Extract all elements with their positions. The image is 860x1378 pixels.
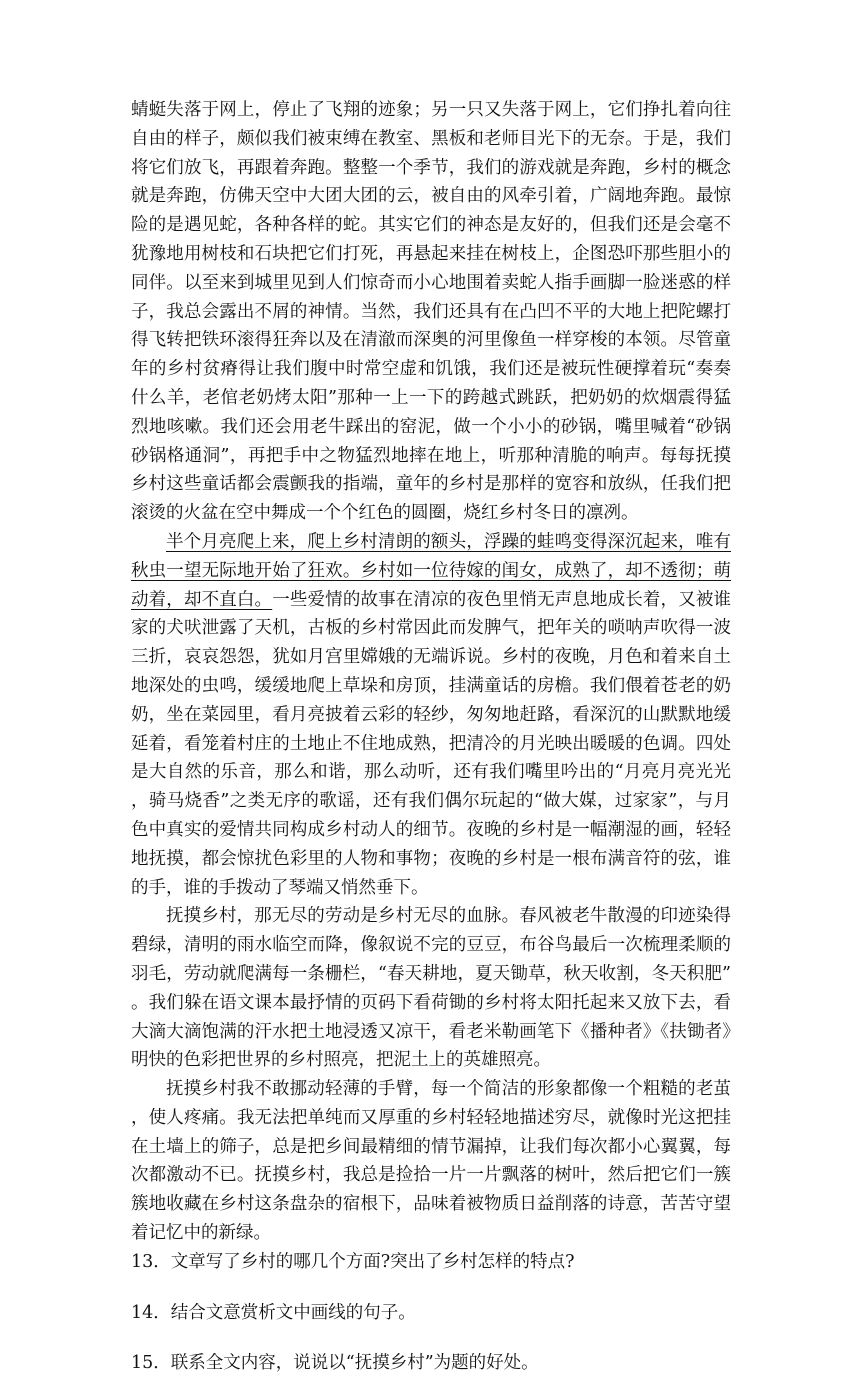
paragraph-village-labor: 抚摸乡村，那无尽的劳动是乡村无尽的血脉。春风被老牛散漫的印迹染得碧绿，清明的雨水临空而降，像叙说不完的豆豆，布谷鸟最后一次梳理柔顺的羽毛，劳动就爬满每一条栅栏，“春天耕地，夏天锄草，秋天收割，冬天积肥”。我们躲在语文课本最抒情的页码下看荷锄的乡村将太阳托起来又放下去，看大滴大滴饱满的汗水把土地浸透又凉干，看老米勒画笔下《播种者》《扶锄者》明快的色彩把世界的乡村照亮，把泥土上的英雄照亮。 [131, 906, 731, 1071]
question-13: 13．文章写了乡村的哪几个方面?突出了乡村怎样的特点? [131, 1251, 575, 1272]
paragraph-village-night [131, 528, 731, 902]
question-15: 15．联系全文内容，说说以“抚摸乡村”为题的好处。 [131, 1353, 539, 1374]
question-14: 14．结合文意赏析文中画线的句子。 [131, 1302, 416, 1323]
underlined-sentence: 半个月亮爬上来，爬上乡村清朗的额头，浮躁的蛙鸣变得深沉起来，唯有秋虫一望无际地开始了狂欢。乡村如一位待嫁的闺女，成熟了，却不透彻；萌动着，却不直白。 [131, 531, 731, 610]
paragraph-childhood-games: 蜻蜓失落于网上，停止了飞翔的迹象；另一只又失落于网上，它们挣扎着向往自由的样子，颇似我们被束缚在教室、黑板和老师目光下的无奈。于是，我们将它们放飞，再跟着奔跑。整整一个季节，我们的游戏就是奔跑，乡村的概念就是奔跑，仿佛天空中大团大团的云，被自由的风牵引着，广阔地奔跑。最惊险的是遇见蛇，各种各样的蛇。其实它们的神态是友好的，但我们还是会毫不犹豫地用树枝和石块把它们打死，再悬起来挂在树枝上，企图恐吓那些胆小的同伴。以至来到城里见到人们惊奇而小心地围着卖蛇人指手画脚一脸迷惑的样子，我总会露出不屑的神情。当然，我们还具有在凸凹不平的大地上把陀螺打得飞转把铁环滚得狂奔以及在清澈而深奥的河里像鱼一样穿梭的本领。尽管童年的乡村贫瘠得让我们腹中时常空虚和饥饿，我们还是被玩性硬撑着玩“奏奏什么羊，老倌老奶烤太阳”那种一上一下的跨越式跳跃，把奶奶的炊烟震得猛烈地咳嗽。我们还会用老牛踩出的窑泥，做一个小小的砂锅，嘴里喊着“砂锅砂锅格通洞”，再把手中之物猛烈地摔在地上，听那种清脆的响声。每每抚摸乡村这些童话都会震颤我的指端，童年的乡村是那样的宽容和放纵，任我们把滚烫的火盆在空中舞成一个个红色的圆圈，烧红乡村冬日的凛冽。 [131, 100, 731, 524]
paragraph-village-night-text: 一些爱情的故事在清凉的夜色里悄无声息地成长着，又被谁家的犬吠泄露了天机，古板的乡村常因此而发脾气，把年关的唢呐声吹得一波三折，哀哀怨怨，犹如月宫里嫦娥的无端诉说。乡村的夜晚，月色和着来自土地深处的虫鸣，缓缓地爬上草垛和房顶，挂满童话的房檐。我们偎着苍老的奶奶，坐在菜园里，看月亮披着云彩的轻纱，匆匆地赶路，看深沉的山默默地缓延着，看笼着村庄的土地止不住地成熟，把清冷的月光映出暖暖的色调。四处是大自然的乐音，那么和谐，那么动听，还有我们嘴里吟出的“月亮月亮光光，骑马烧香”之类无序的歌谣，还有我们偶尔玩起的“做大媒，过家家”，与月色中真实的爱情共同构成乡村动人的细节。夜晚的乡村是一幅潮湿的画，轻轻地抚摸，都会惊扰色彩里的人物和事物；夜晚的乡村是一根布满音符的弦，谁的手，谁的手拨动了琴端又悄然垂下。 [131, 589, 732, 898]
paragraph-closing: 抚摸乡村我不敢挪动轻薄的手臂，每一个简洁的形象都像一个粗糙的老茧，使人疼痛。我无法把单纯而又厚重的乡村轻轻地描述穷尽，就像时光这把挂在土墙上的筛子，总是把乡间最精细的情节漏掉，让我们每次都小心翼翼，每次都激动不已。抚摸乡村，我总是捡拾一片一片飘落的树叶，然后把它们一簇簇地收藏在乡村这条盘杂的宿根下，品味着被物质日益削落的诗意，苦苦守望着记忆中的新绿。 [131, 1079, 731, 1244]
document-page [131, 96, 731, 1378]
